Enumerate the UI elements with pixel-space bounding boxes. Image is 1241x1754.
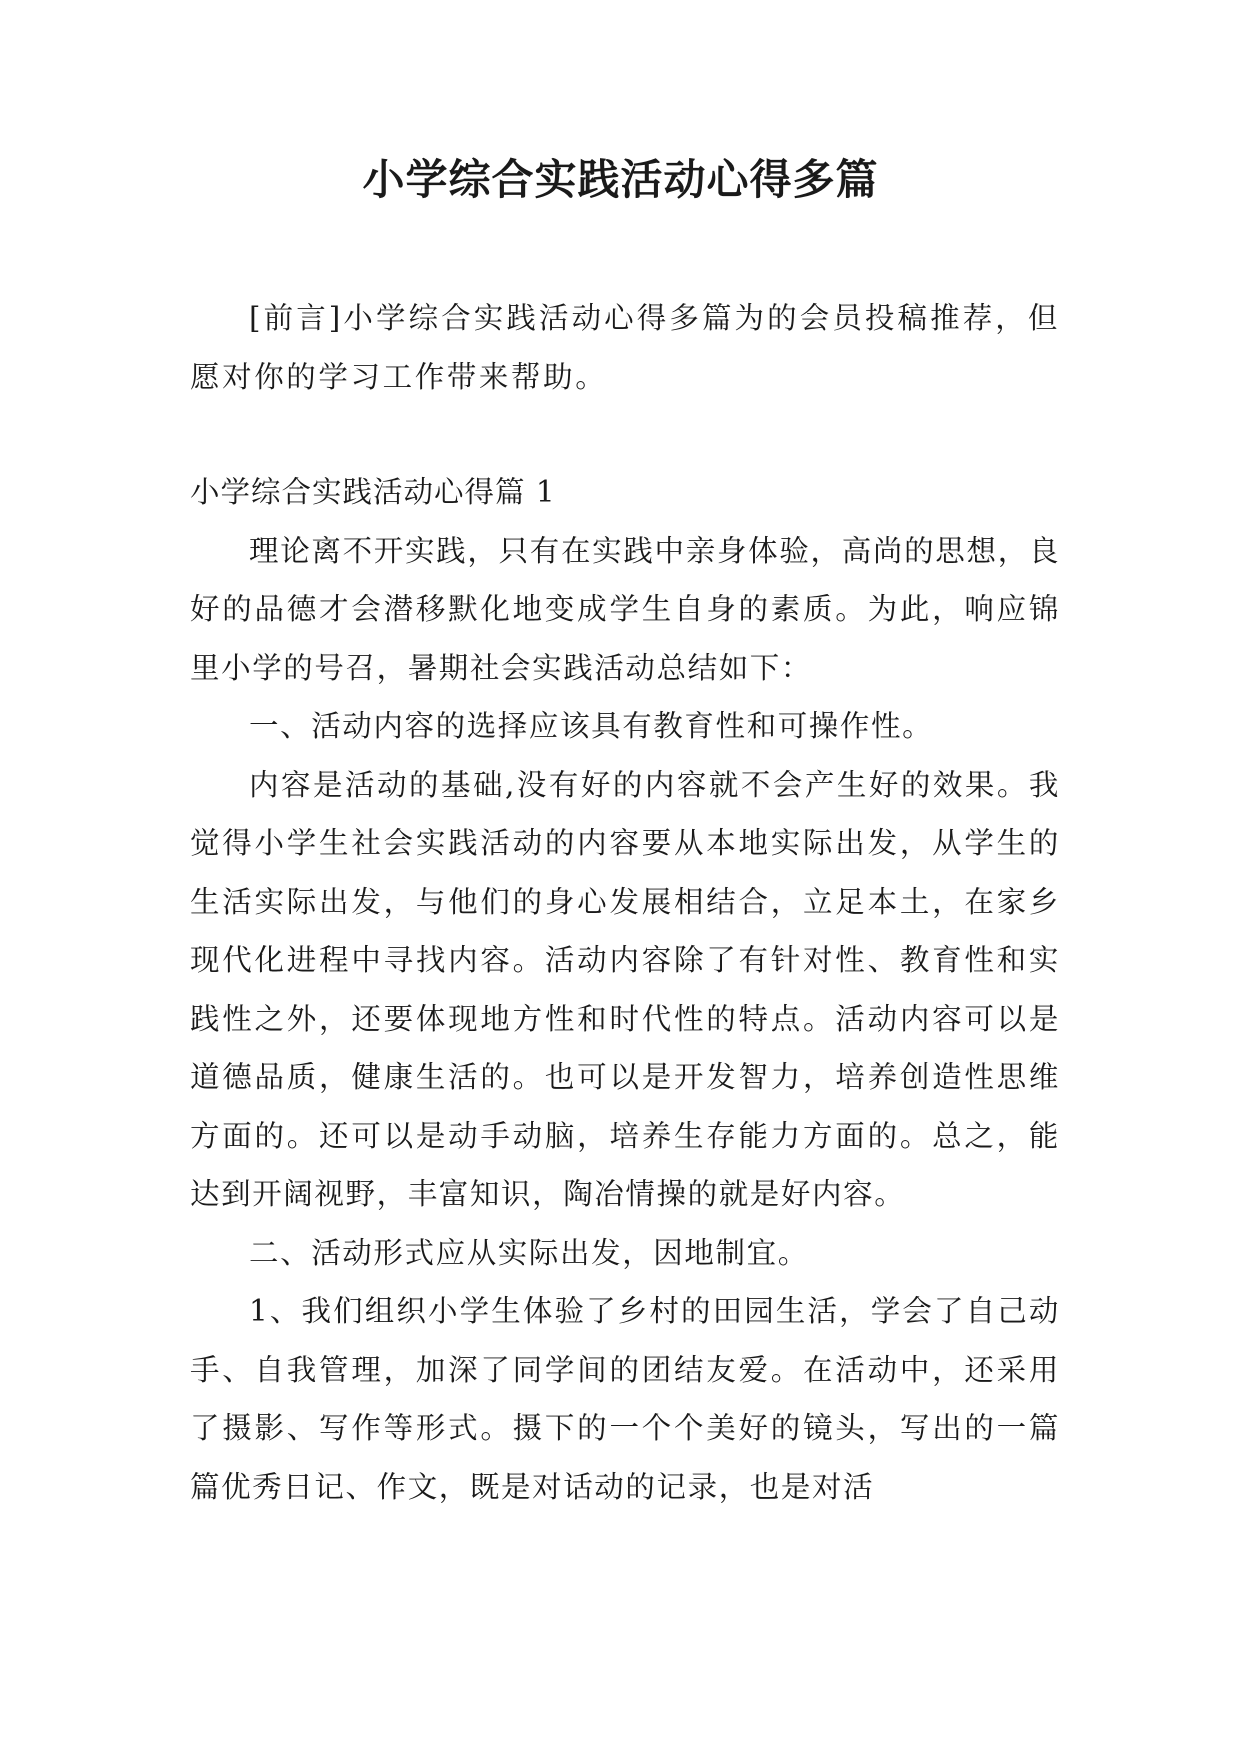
section-heading: 小学综合实践活动心得篇 1 xyxy=(190,475,556,509)
paragraph-5: 1、我们组织小学生体验了乡村的田园生活，学会了自己动手、自我管理，加深了同学间的团结友爱。在活动中，还采用了摄影、写作等形式。摄下的一个个美好的镜头，写出的一篇篇优秀日记、作文，既是对话动的记录，也是对活 xyxy=(190,1294,1060,1504)
paragraph-3: 内容是活动的基础,没有好的内容就不会产生好的效果。我觉得小学生社会实践活动的内容要从本地实际出发，从学生的生活实际出发，与他们的身心发展相结合，立足本土，在家乡现代化进程中寻找内容。活动内容除了有针对性、教育性和实践性之外，还要体现地方性和时代性的特点。活动内容可以是道德品质，健康生活的。也可以是开发智力，培养创造性思维方面的。还可以是动手动脑，培养生存能力方面的。总之，能达到开阔视野，丰富知识，陶冶情操的就是好内容。 xyxy=(190,767,1060,1211)
document-title: 小学综合实践活动心得多篇 xyxy=(362,155,879,204)
paragraph-1: 理论离不开实践，只有在实践中亲身体验，高尚的思想，良好的品德才会潜移默化地变成学生自身的素质。为此，响应锦里小学的号召，暑期社会实践活动总结如下： xyxy=(190,533,1060,685)
paragraph-2: 一、活动内容的选择应该具有教育性和可操作性。 xyxy=(249,709,934,743)
preface-block xyxy=(190,289,1060,406)
preface-paragraph: [前言]小学综合实践活动心得多篇为的会员投稿推荐，但愿对你的学习工作带来帮助。 xyxy=(190,301,1060,394)
section-1 xyxy=(190,463,1060,1516)
paragraph-4: 二、活动形式应从实际出发，因地制宜。 xyxy=(249,1235,809,1270)
